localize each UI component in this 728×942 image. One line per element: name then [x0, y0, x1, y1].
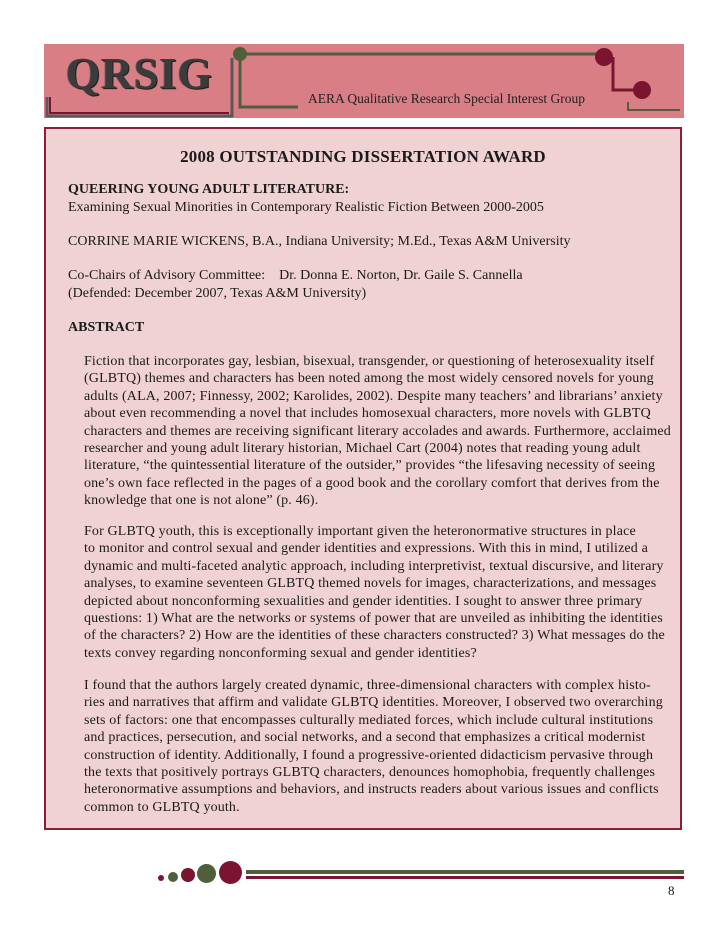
abstract-paragraph — [84, 677, 663, 816]
abstract-paragraph — [84, 523, 665, 662]
abstract-heading: ABSTRACT — [68, 320, 145, 335]
paragraph-line: For GLBTQ youth, this is exceptionally important given the heteronormative structures in place — [84, 524, 636, 539]
paragraph-line: literature, “the quintessential literature of the outsider,” provides “the lifesaving necessity of seeing — [84, 458, 656, 474]
footer-dot — [181, 868, 195, 882]
footer-dot — [197, 864, 216, 883]
abstract-paragraph — [84, 353, 671, 510]
content-panel — [44, 127, 682, 830]
header-tagline: AERA Qualitative Research Special Interest Group — [308, 91, 586, 106]
paragraph-line: about even recommending a novel that includes homosexual characters, more novels with GLBTQ — [84, 406, 651, 422]
paragraph-line: to monitor and control sexual and gender identities and expressions. With this in mind, I utilized a — [84, 541, 648, 557]
paragraph-line: questions: 1) What are the networks or systems of power that are unveiled as inhibiting the identities — [84, 611, 663, 627]
award-title: 2008 OUTSTANDING DISSERTATION AWARD — [180, 147, 546, 166]
paragraph-line: dynamic and multi-faceted analytic approach, including interpretivist, textual discursive, and literary — [84, 558, 664, 574]
paragraph-line: one’s own face reflected in the pages of a good book and the corollary comfort that derives from the — [84, 475, 660, 491]
paragraph-line: characters and themes are receiving significant literary accolades and awards. Furthermore, acclaimed — [84, 423, 671, 439]
header-ornament-dot — [233, 47, 247, 61]
paragraph-line: analyses, to examine seventeen GLBTQ themed novels for images, characterizations, and messages — [84, 576, 657, 592]
footer-dot — [219, 861, 242, 884]
defended-line: (Defended: December 2007, Texas A&M University) — [68, 286, 367, 301]
paragraph-line: adults (ALA, 2007; Finnessy, 2002; Karolides, 2002). Despite many teachers’ and librarians’ anxiety — [84, 388, 663, 404]
paragraph-line: ries and narratives that affirm and validate GLBTQ identities. Moreover, I observed two overarching — [84, 695, 663, 711]
paragraph-line: the texts that positively portrays GLBTQ characters, denounces homophobia, frequently challenges — [84, 765, 656, 781]
page-number: 8 — [668, 883, 675, 898]
paragraph-line: (GLBTQ) themes and characters has been noted among the most widely censored novels for young — [84, 371, 654, 387]
paragraph-line: knowledge that one is not alone” (p. 46). — [84, 493, 319, 509]
committee-line: Co-Chairs of Advisory Committee: Dr. Donna E. Norton, Dr. Gaile S. Cannella — [68, 268, 523, 283]
dissertation-title: QUEERING YOUNG ADULT LITERATURE: — [68, 182, 350, 197]
paragraph-line: of the characters? 2) How are the identities of these characters constructed? 3) What messages do the — [84, 628, 665, 644]
paragraph-line: depicted about nonconforming sexualities and gender identities. I sought to answer three primary — [84, 593, 643, 609]
paragraph-line: and practices, persecution, and social networks, and a second that emphasizes a critical modernist — [84, 730, 646, 746]
dissertation-subtitle: Examining Sexual Minorities in Contemporary Realistic Fiction Between 2000-2005 — [68, 200, 544, 215]
footer-rule-red — [246, 876, 684, 879]
paragraph-line: Fiction that incorporates gay, lesbian, bisexual, transgender, or questioning of heterosexuality itself — [84, 354, 655, 369]
footer-rule-green — [246, 870, 684, 874]
paragraph-line: sets of factors: one that encompasses culturally mediated forces, which include cultural institutions — [84, 712, 654, 728]
logo: QRSIG — [66, 49, 213, 98]
paragraph-line: common to GLBTQ youth. — [84, 799, 240, 815]
paragraph-line: construction of identity. Additionally, I found a progressive-oriented didacticism pervasive through — [84, 747, 654, 763]
paragraph-line: researcher and young adult literary historian, Michael Cart (2004) notes that reading young adult — [84, 441, 641, 457]
paragraph-line: I found that the authors largely created dynamic, three-dimensional characters with complex histo- — [84, 678, 651, 693]
footer-dot — [158, 875, 164, 881]
paragraph-line: heteronormative assumptions and behaviors, and instructs readers about various issues and conflicts — [84, 782, 659, 798]
author-line: CORRINE MARIE WICKENS, B.A., Indiana University; M.Ed., Texas A&M University — [68, 234, 571, 249]
paragraph-line: texts convey regarding nonconforming sexual and gender identities? — [84, 645, 477, 661]
footer-dot — [168, 872, 178, 882]
